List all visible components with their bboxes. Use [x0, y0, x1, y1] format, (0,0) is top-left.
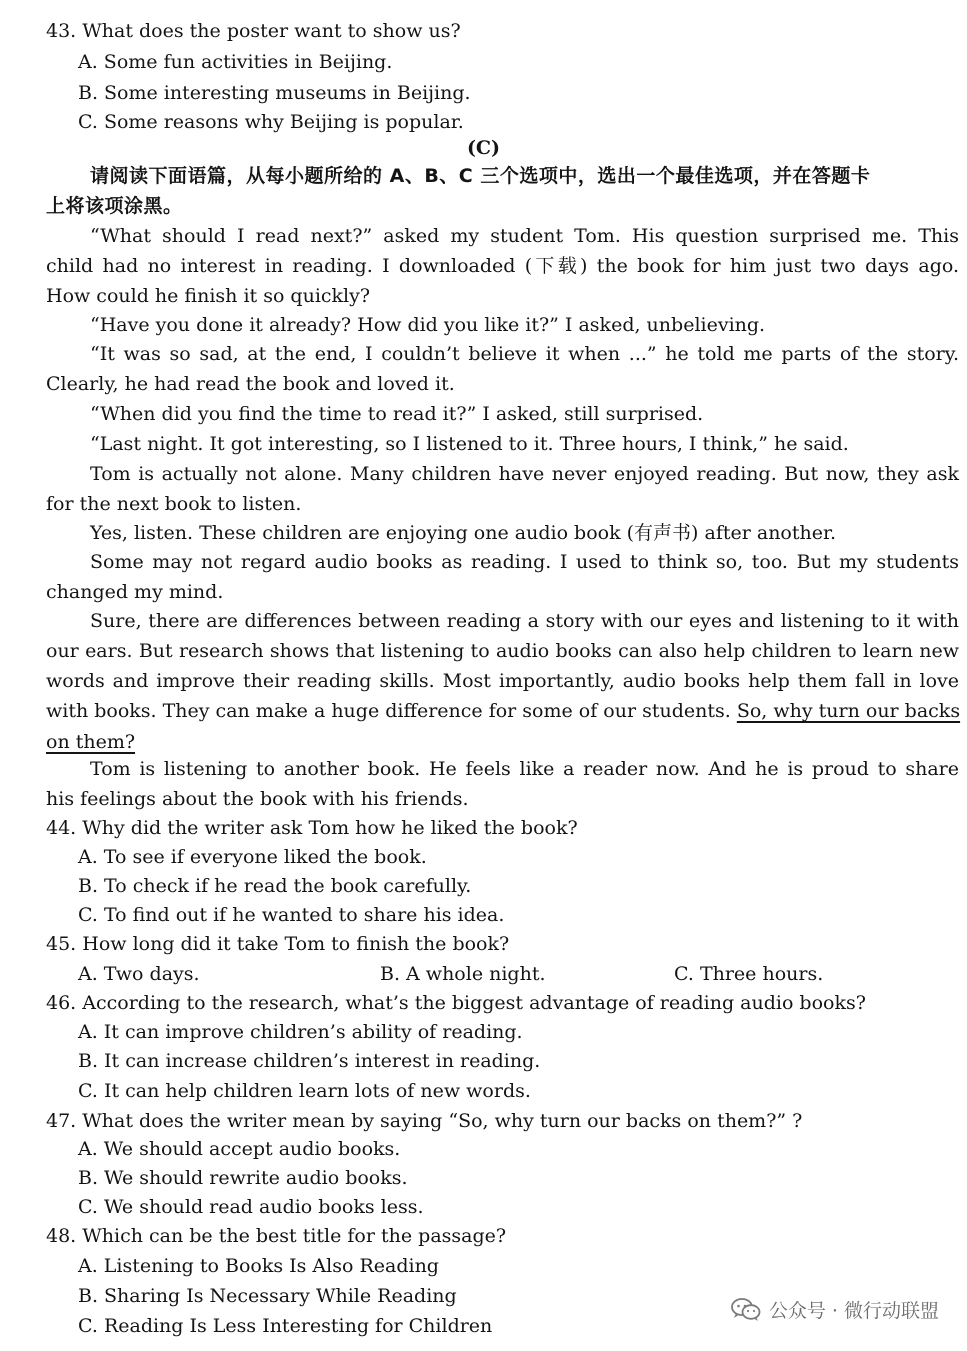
q45-options: [0, 959, 967, 989]
passage-line: our ears. But research shows that listening to audio books can also help children to learn new: [46, 640, 959, 662]
watermark: [731, 1296, 939, 1323]
q43-option-a: A. Some fun activities in Beijing.: [78, 51, 393, 73]
passage-line: Sure, there are differences between reading a story with our eyes and listening to it with: [90, 610, 959, 632]
question-48: 48. Which can be the best title for the passage?: [46, 1225, 507, 1247]
passage-line: “What should I read next?” asked my student Tom. His question surprised me. This: [90, 225, 959, 247]
passage-line: Clearly, he had read the book and loved it.: [46, 373, 455, 395]
q47-option-a: A. We should accept audio books.: [78, 1138, 401, 1160]
wechat-icon: [731, 1297, 761, 1323]
passage-line: changed my mind.: [46, 581, 224, 603]
underlined-sentence: So, why turn our backs: [736, 700, 961, 722]
question-46: 46. According to the research, what’s the biggest advantage of reading audio books?: [46, 992, 866, 1014]
question-47: 47. What does the writer mean by saying “So, why turn our backs on them?” ?: [46, 1110, 803, 1132]
q45-option-a: A. Two days.: [78, 963, 200, 985]
underlined-sentence-end: on them?: [46, 731, 136, 753]
passage-line: Some may not regard audio books as reading. I used to think so, too. But my students: [90, 551, 959, 573]
passage-line: Tom is actually not alone. Many children have never enjoyed reading. But now, they ask: [90, 463, 959, 485]
q45-option-b: B. A whole night.: [380, 963, 546, 985]
passage-line: Yes, listen. These children are enjoying one audio book (有声书) after another.: [90, 522, 837, 544]
question-45: 45. How long did it take Tom to finish the book?: [46, 933, 510, 955]
section-c-label: (C): [466, 137, 501, 159]
passage-line: “Have you done it already? How did you like it?” I asked, unbelieving.: [90, 314, 766, 336]
section-c-instruction-2: 上将该项涂黑。: [46, 195, 183, 217]
passage-line: “When did you find the time to read it?” I asked, still surprised.: [90, 403, 704, 425]
question-44: 44. Why did the writer ask Tom how he liked the book?: [46, 817, 578, 839]
question-43: 43. What does the poster want to show us?: [46, 20, 461, 42]
passage-line: child had no interest in reading. I downloaded (下载) the book for him just two days ago.: [46, 255, 959, 277]
passage-line: for the next book to listen.: [46, 493, 302, 515]
q43-option-c: C. Some reasons why Beijing is popular.: [78, 111, 464, 133]
q48-option-a: A. Listening to Books Is Also Reading: [78, 1255, 439, 1277]
passage-line: his feelings about the book with his friends.: [46, 788, 469, 810]
q47-option-c: C. We should read audio books less.: [78, 1196, 424, 1218]
passage-line: How could he finish it so quickly?: [46, 285, 371, 307]
q46-option-a: A. It can improve children’s ability of reading.: [78, 1021, 523, 1043]
q44-option-c: C. To find out if he wanted to share his idea.: [78, 904, 505, 926]
q48-option-b: B. Sharing Is Necessary While Reading: [78, 1285, 457, 1307]
section-c-instruction-1: 请阅读下面语篇，从每小题所给的 A、B、C 三个选项中，选出一个最佳选项，并在答题卡: [90, 165, 871, 187]
q46-option-b: B. It can increase children’s interest in reading.: [78, 1050, 541, 1072]
passage-text: with books. They can make a huge difference for some of our students.: [46, 700, 731, 722]
passage-line: Tom is listening to another book. He feels like a reader now. And he is proud to share: [90, 758, 959, 780]
q43-option-b: B. Some interesting museums in Beijing.: [78, 82, 471, 104]
q44-option-b: B. To check if he read the book carefully.: [78, 875, 472, 897]
q44-option-a: A. To see if everyone liked the book.: [78, 846, 427, 868]
q48-option-c: C. Reading Is Less Interesting for Children: [78, 1315, 493, 1337]
passage-line: “Last night. It got interesting, so I listened to it. Three hours, I think,” he said.: [90, 433, 849, 455]
q45-option-c: C. Three hours.: [674, 963, 824, 985]
passage-line: “It was so sad, at the end, I couldn’t believe it when ...” he told me parts of the story.: [90, 343, 959, 365]
q47-option-b: B. We should rewrite audio books.: [78, 1167, 408, 1189]
passage-line: [0, 727, 967, 757]
watermark-text: 公众号 · 微行动联盟: [768, 1300, 939, 1322]
q46-option-c: C. It can help children learn lots of new words.: [78, 1080, 531, 1102]
passage-line: [0, 696, 967, 726]
passage-line: words and improve their reading skills. Most importantly, audio books help them fall in love: [46, 670, 959, 692]
